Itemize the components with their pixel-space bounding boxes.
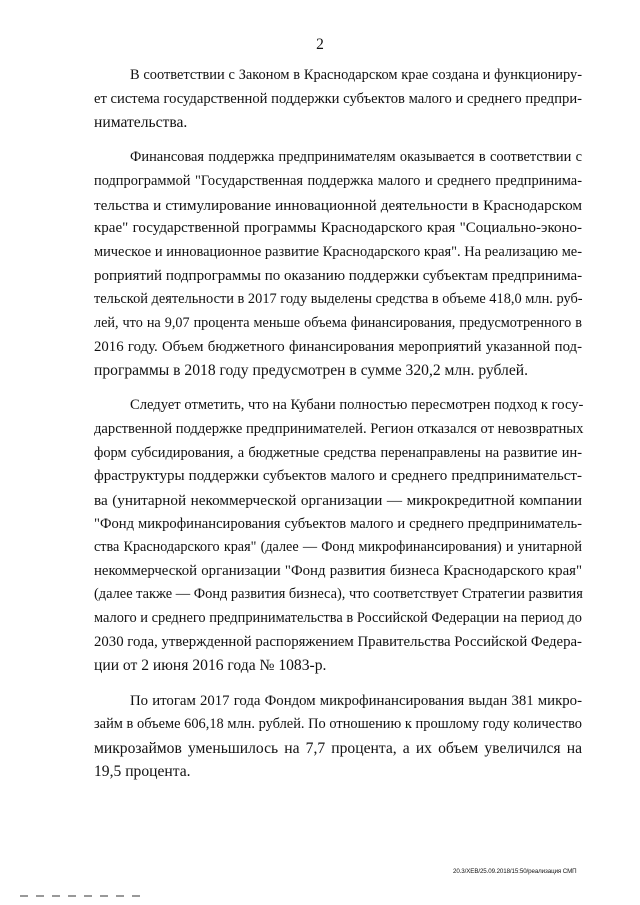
paragraph <box>94 690 582 785</box>
text-line: дарственной поддержке предпринимателей. Регион отказался от невозвратных <box>94 420 584 437</box>
paragraph <box>94 394 582 678</box>
text-line: роприятий подпрограммы по оказанию поддержки субъектам предпринима- <box>94 267 583 284</box>
text-line: микрозаймов уменьшилось на 7,7 процента, а их объем увеличился на <box>94 739 582 757</box>
text-line: (далее также — Фонд развития бизнеса), что соответствует Стратегии развития <box>94 586 583 603</box>
page-number: 2 <box>316 36 324 53</box>
paragraph-gap <box>94 383 582 395</box>
text-line: программы в 2018 году предусмотрен в сумме 320,2 млн. рублей. <box>94 362 529 380</box>
text-line: подпрограммой "Государственная поддержка малого и среднего предпринима- <box>94 173 582 190</box>
dashed-rule <box>20 895 140 897</box>
text-line: В соответствии с Законом в Краснодарском крае создана и функциониру- <box>130 67 582 83</box>
text-line: 2016 году. Объем бюджетного финансирования мероприятий указанной под- <box>94 338 582 355</box>
text-line: тельства и стимулирование инновационной деятельности в Краснодарском <box>94 196 582 214</box>
footer-reference: 20.3/ХЕВ/25.09.2018/15:50/реализация СМП <box>453 868 577 875</box>
text-line: нимательства. <box>94 114 188 132</box>
text-line: ции от 2 июня 2016 года № 1083-р. <box>94 657 327 675</box>
paragraph <box>94 64 582 135</box>
text-line: некоммерческой организации "Фонд развития бизнеса Краснодарского края" <box>94 562 582 579</box>
text-line: крае" государственной программы Краснодарского края "Социально-эконо- <box>94 220 582 237</box>
text-line: фраструктуры поддержки субъектов малого и среднего предпринимательст- <box>94 468 582 485</box>
text-line: ва (унитарной некоммерческой организации — микрокредитной компании <box>94 491 582 509</box>
document-body <box>94 64 582 784</box>
text-line: 2030 года, утвержденной распоряжением Правительства Российской Федера- <box>94 633 582 650</box>
text-line: "Фонд микрофинансирования субъектов малого и среднего предприниматель- <box>94 515 582 532</box>
text-line: ства Краснодарского края" (далее — Фонд микрофинансирования) и унитарной <box>94 539 582 556</box>
paragraph-gap <box>94 135 582 147</box>
text-line: форм субсидирования, а бюджетные средства перенаправлены на развитие ин- <box>94 444 582 461</box>
text-line: тельской деятельности в 2017 году выделены средства в объеме 418,0 млн. руб- <box>94 291 583 308</box>
text-line: Финансовая поддержка предпринимателям оказывается в соответствии с <box>130 149 582 166</box>
text-line: мическое и инновационное развитие Краснодарского края". На реализацию ме- <box>94 243 582 260</box>
text-line: лей, что на 9,07 процента меньше объема финансирования, предусмотренного в <box>94 314 582 331</box>
paragraph <box>94 146 582 382</box>
text-line: 19,5 процента. <box>94 763 191 781</box>
text-line: ет система государственной поддержки субъектов малого и среднего предпри- <box>94 90 582 107</box>
text-line: займ в объеме 606,18 млн. рублей. По отношению к прошлому году количество <box>94 716 582 733</box>
text-line: По итогам 2017 года Фондом микрофинансирования выдан 381 микро- <box>130 692 582 709</box>
text-line: Следует отметить, что на Кубани полностью пересмотрен подход к госу- <box>130 397 584 414</box>
text-line: малого и среднего предпринимательства в Российской Федерации на период до <box>94 610 582 627</box>
paragraph-gap <box>94 678 582 690</box>
